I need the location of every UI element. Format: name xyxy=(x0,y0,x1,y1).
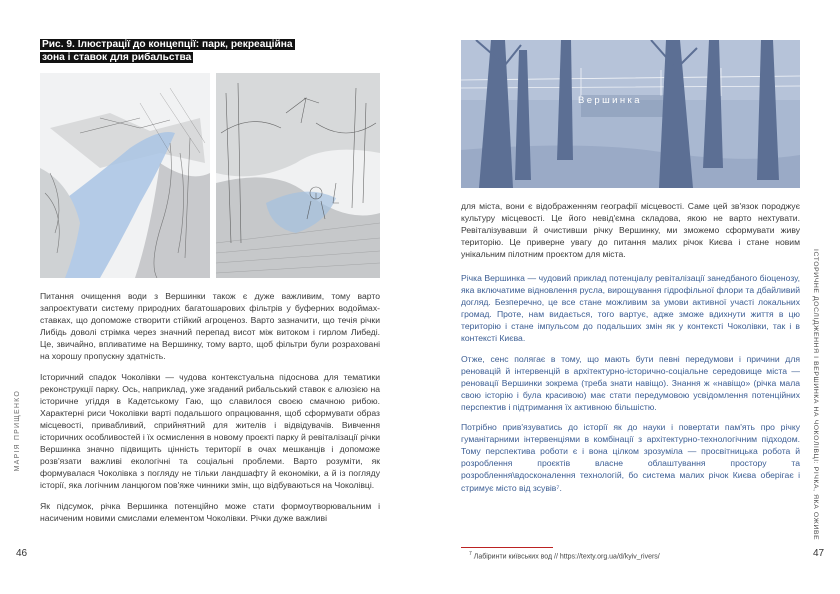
right-body-text xyxy=(461,200,800,268)
page-number-right: 47 xyxy=(813,548,825,559)
footnote-divider xyxy=(461,547,553,548)
right-paragraph: для міста, вони є відображенням географії місцевості. Саме цей зв'язок породжує культуру місцевості. Це його невід'ємна складова, якою не варто нехтувати. Ревіталізувавши й очистивши річку Вершинку, ми зможемо сформувати живу територію. Це приверне увагу до питання малих річок Києва і стане новим унікальним пілотним проєктом для міста. xyxy=(461,201,800,260)
footnote-text: Лабіринти київських вод // https://texty.org.ua/d/kyiv_rivers/ xyxy=(473,553,660,561)
sketch-park-illustration xyxy=(216,73,380,278)
running-title: ІСТОРИЧНЕ ДОСЛІДЖЕННЯ І ВЕРШИНКА НА ЧОКОЛІВЦІ: РІЧКА, ЯКА ОЖИВЕ xyxy=(812,248,819,540)
blue-paragraph: Річка Вершинка — чудовий приклад потенціалу ревіталізації занедбаного біоценозу, яка включатиме відновлення русла, вирощування гідрофільної флори та дбайливий догляд. Безперечно, це все стане можливим за умови активної участі локальних громад. Проте, нам видається, того вартує, адже зможе вдихнути життя в цю територію і стане імпульсом до подальших змін як у контексті Чоколівки, так і в контексті Києва. xyxy=(461,273,800,344)
figure-caption: Рис. 9. Ілюстрації до концепції: парк, рекреаційна зона і ставок для рибальства xyxy=(42,39,293,63)
blue-paragraph: Потрібно прив'язуватись до історії як до науки і повертати пам'ять про річку гуманітарними інтервенціями в комбінації з архітектурно-технологічним підходом. Тому перспектива роботи є і вона цілком зрозуміла — просвітницька робота й розроблення проєктів власне облаштування простору та розроблення\вдосконалення технологій, бо система малих річок Києва оберігає і стримує місто від зсувів⁷. xyxy=(461,422,800,493)
author-running-head: МАРІЯ ПРИЩЕНКО xyxy=(14,390,21,472)
page-number-left: 46 xyxy=(16,548,28,559)
footnote-marker: 7 xyxy=(469,551,472,557)
blue-paragraph: Отже, сенс полягає в тому, що мають бути певні передумови і причини для реновацій й інтервенцій в архітектурно-історично-соціальне середовище міста — реновації Вершинки зокрема (треба знати навіщо). Знання ж «навіщо» (річка мала свою історію і була красивою) має стати передумовою усвідомлення потенційних перспектив і підтримання їх активною більшістю. xyxy=(461,353,800,412)
sketch-river-illustration xyxy=(40,73,210,278)
footnote xyxy=(469,551,660,560)
left-paragraph: Питання очищення води з Вершинки також є дуже важливим, тому варто запроєктувати систему природних багатошарових фільтрів у буферних водоймах-ставках, що допоможе створити стійкий агроценоз. Варто зазначити, що течія річки Либідь доволі стрімка через значний перепад висот між витоком і гирлом Либеді. Це, звичайно, впливатиме на Вершинку, тому варто, щоб фільтри були розраховані на хорошу пропускну здатність. xyxy=(40,291,380,362)
left-paragraph: Як підсумок, річка Вершинка потенційно може стати формоутворювальним і насиченим новими смислами елементом Чоколівки. Річки дуже важливі xyxy=(40,500,380,523)
left-paragraph: Історичний спадок Чоколівки — чудова контекстуальна підоснова для тематики реконструкції парку. Ось, наприклад, уже згаданий рибальський ставок є алюзією на історичне угіддя в Кадетському Гаю, що славилося своєю смачною рибою. Характерні риси Чоколівки варті подальшого опрацювання, щоб сформувати образ місцевості, привабливий, сприйнятний для жителів і відвідувачів. Вивчення історичних особливостей і їх осмислення в новому проєкті парку й ревіталізації річки Вершинка значно підвищить цінність території в очах мешканців і допоможе розв'язати важливі екологічні та соціальні проблеми. Варто розуміти, як формувалася Чоколівка з погляду не тільки ландшафту й економіки, а й із погляду історії, яка логічним ланцюгом пов'яже чинники змін, що відбуваються на Чоколівці. xyxy=(40,371,380,491)
right-highlighted-text xyxy=(461,272,800,502)
right-page xyxy=(420,0,840,594)
vershynka-label: Вершинка xyxy=(578,95,642,106)
vershynka-illustration xyxy=(461,40,800,188)
left-body-text xyxy=(40,290,380,532)
